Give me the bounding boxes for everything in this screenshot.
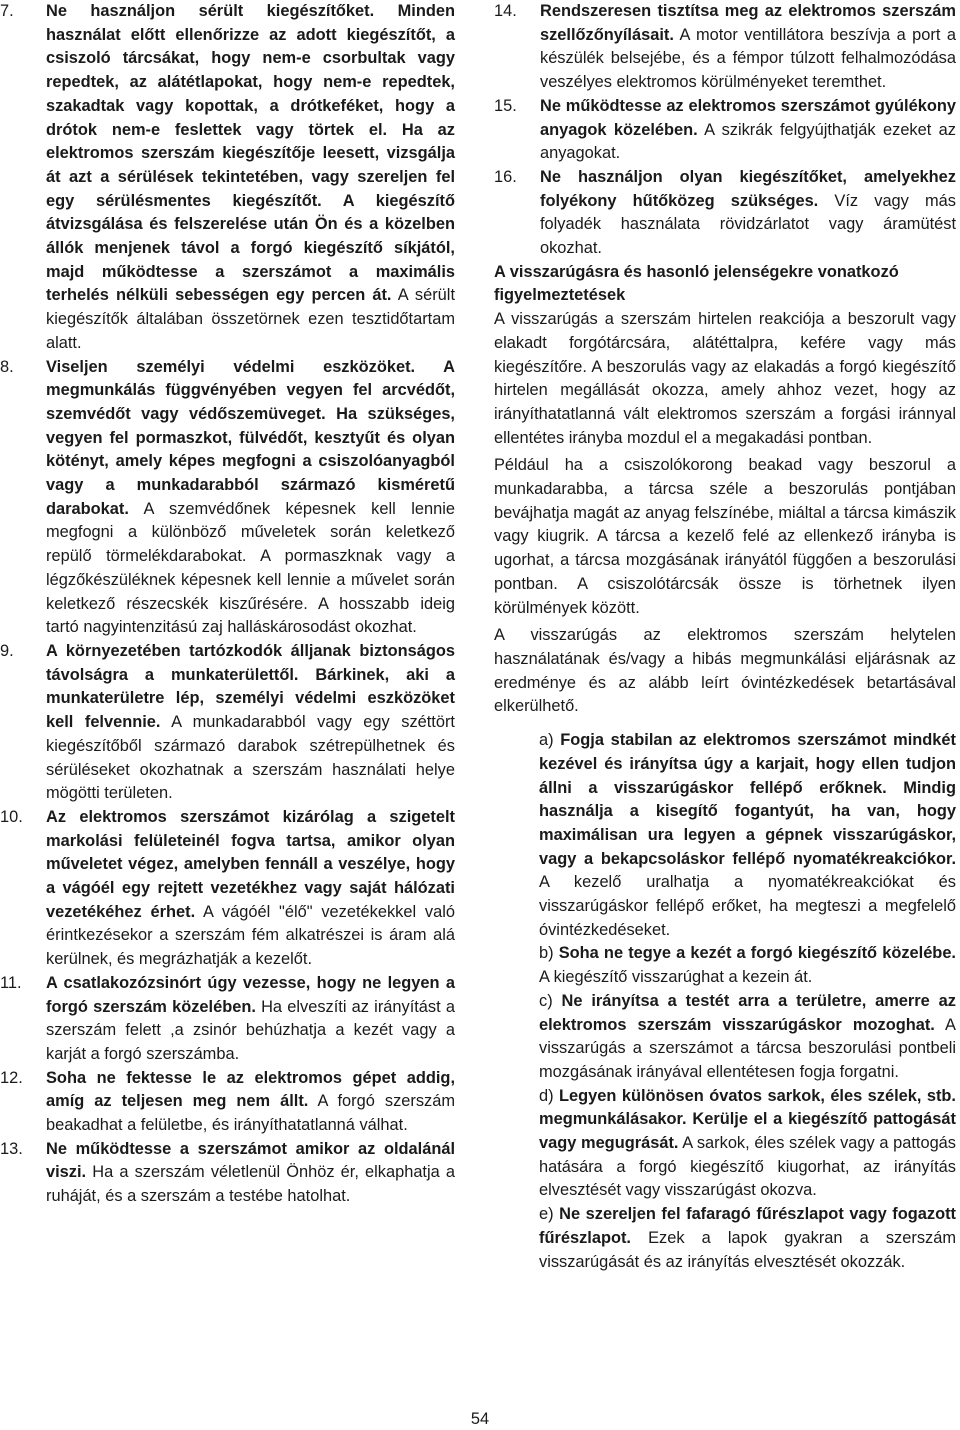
- item-bold-text: Ne működtesse a szerszámot amikor az oldalánál viszi.: [46, 1139, 455, 1182]
- item-text: A szemvédőnek képesnek kell lennie megfogni a különböző műveletek során keletkező repülő törmelékdarabokat. A pormaszknak vagy a légzőkészüléknek képesnek kell lennie a művelet során keletkező részecskék kiszűrésére. A hosszabb ideig tartó nagyintenzitású zaj halláskárosodást okozhat.: [46, 499, 455, 637]
- kickback-subitem-b: [494, 942, 956, 989]
- subitem-bold-text: Soha ne tegye a kezét a forgó kiegészítő közelébe.: [558, 944, 956, 963]
- subitem-text: A kiegészítő visszarúghat a kezein át.: [539, 968, 813, 987]
- list-item-8: [0, 356, 455, 640]
- subitem-label: c): [539, 991, 562, 1010]
- item-bold-text: Rendszeresen tisztítsa meg az elektromos szerszám szellőzőnyílásait.: [540, 2, 956, 44]
- item-number: 11.: [0, 973, 22, 992]
- list-item-15: [494, 95, 956, 166]
- list-item-12: [0, 1067, 455, 1138]
- subitem-label: b): [539, 944, 559, 963]
- page-number: 54: [470, 1410, 490, 1428]
- item-text: A szikrák felgyújthatják ezeket az anyagokat.: [540, 120, 956, 163]
- item-text: A munkadarabból vagy egy széttört kiegészítőből származó darabok szétrepülhetnek és sérüléseket okozhatnak a szerszám használati helye mögötti területen.: [46, 713, 455, 803]
- subitem-text: A sarkok, éles szélek vagy a pattogás hatására a forgó kiegészítő kiugorhat, az irányítás elvesztését vagy visszarúgást okozva.: [539, 1134, 956, 1200]
- item-bold-text: Ne használjon olyan kiegészítőket, amelyekhez folyékony hűtőközeg szükséges.: [540, 167, 956, 210]
- subitem-label: e): [539, 1205, 560, 1224]
- item-text: A motor ventillátora beszívja a port a készülék belsejébe, és a fémpor túlzott felhalmozódása veszélyes elektromos körülményeket teremthet.: [540, 25, 956, 92]
- kickback-subitem-d: [494, 1085, 956, 1204]
- item-number: 12.: [0, 1068, 23, 1087]
- list-item-16: [494, 166, 956, 261]
- item-bold-text: Az elektromos szerszámot kizárólag a szigetelt markolási felületeinél fogva tartsa, amikor olyan műveletet végez, amelyben fennáll a veszélye, hogy a vágóél egy rejtett vezetékhez vagy saját hálózati vezetékéhez érhet.: [46, 807, 455, 921]
- list-item-9: [0, 640, 455, 806]
- item-bold-text: Soha ne fektesse le az elektromos gépet addig, amíg az teljesen meg nem állt.: [46, 1068, 455, 1111]
- item-number: 8.: [0, 357, 14, 376]
- item-number: 13.: [0, 1139, 23, 1158]
- item-bold-text: Ne működtesse az elektromos szerszámot gyúlékony anyagok közelében.: [540, 96, 956, 139]
- item-text: A sérült kiegészítők általában összetörnek ezen tesztidőtartam alatt.: [46, 286, 455, 352]
- item-text: Ha a szerszám véletlenül Önhöz ér, elkaphatja a ruháját, és a szerszám a testébe hatolhat.: [46, 1163, 455, 1206]
- kickback-paragraph: Például ha a csiszolókorong beakad vagy beszorul a munkadarabba, a tárcsa széle a beszorulás pontjában bevájhatja magát az anyag felszínébe, miáltal a tárcsa kimászik vagy kiugrik. A tárcsa a kezelő felé az ellenkező irányba is ugorhat, a tárcsa mozgásának irányától függően a beszorulási pontban. A csiszolótárcsák össze is törhetnek ilyen körülmények között.: [494, 456, 956, 617]
- item-text: A vágóél "élő" vezetékekkel való érintkezésekor a szerszám fém alkatrészei is áram alá kerülnek, és megrázhatják a kezelőt.: [46, 902, 456, 969]
- kickback-paragraph: A visszarúgás az elektromos szerszám helytelen használatának és/vagy a hibás megmunkálási eljárásnak az eredménye és az alább leírt óvintézkedések betartásával elkerülhető.: [494, 626, 956, 716]
- item-bold-text: Viseljen személyi védelmi eszközöket. A megmunkálás függvényében vegyen fel arcvédőt, szemvédőt vagy védőszemüveget. Ha szükséges, vegyen fel pormaszkot, fülvédőt, kesztyűt és olyan kötényt, amely képes megfogni a csiszolóanyagból vagy a munkadarabból származó kisméretű darabokat.: [46, 357, 455, 518]
- list-item-10: [0, 806, 455, 972]
- subitem-text: A visszarúgás a szerszámot a tárcsa beszorulási pontbeli mozgásának irányával ellentétesen fogja forgatni.: [539, 1015, 956, 1081]
- item-number: 14.: [494, 2, 517, 20]
- left-column: [0, 0, 455, 1209]
- kickback-subitem-e: [494, 1203, 956, 1274]
- item-text: Víz vagy más folyadék használata rövidzárlatot vagy áramütést okozhat.: [540, 191, 956, 258]
- subitem-bold-text: Fogja stabilan az elektromos szerszámot mindkét kezével és irányítsa úgy a karjait, hogy ellen tudjon állni a visszarúgáskor fellépő erőknek. Mindig használja a kisegítő fogantyút, ha van, hogy maximálisan ura legyen a gépnek visszarúgáskor, vagy a bekapcsoláskor fellépő nyomatékreakciókor.: [539, 731, 956, 868]
- subitem-bold-text: Ne szereljen fel fafaragó fűrészlapot vagy fogazott fűrészlapot.: [539, 1205, 956, 1247]
- item-number: 7.: [0, 2, 14, 20]
- right-column: [494, 0, 956, 1274]
- item-bold-text: A csatlakozózsinórt úgy vezesse, hogy ne legyen a forgó szerszám közelében.: [46, 973, 455, 1016]
- list-item-11: [0, 972, 455, 1067]
- list-item-13: [0, 1138, 455, 1209]
- kickback-heading: A visszarúgásra és hasonló jelenségekre vonatkozó figyelmeztetések: [494, 262, 899, 305]
- subitem-label: a): [539, 731, 561, 750]
- list-item-14: [494, 0, 956, 95]
- item-bold-text: A környezetében tartózkodók álljanak biztonságos távolságra a munkaterülettől. Bárkinek, aki a munkaterületre lép, személyi védelmi eszközöket kell felvennie.: [46, 641, 455, 732]
- item-text: Ha elveszíti az irányítást a szerszám felett ,a zsinór behúzhatja a kezét vagy a karját a forgó szerszámba.: [46, 997, 455, 1063]
- item-number: 15.: [494, 96, 517, 115]
- subitem-text: A kezelő uralhatja a nyomatékreakciókat és visszarúgáskor fellépő erőket, ha megteszi a megfelelő óvintézkedéseket.: [539, 873, 956, 939]
- kickback-paragraph: A visszarúgás a szerszám hirtelen reakciója a beszorult vagy elakadt forgótárcsára, alátéttalpra, kefére vagy más kiegészítőre. A beszorulás vagy az elakadás a forgó kiegészítő hirtelen megállását okozza, amely ahhoz vezet, hogy az irányíthatatlanná vált elektromos szerszám a forgási iránnyal ellentétes irányba mozdul el a megakadási pontban.: [494, 310, 956, 447]
- list-item-7: [0, 0, 455, 356]
- item-number: 16.: [494, 167, 517, 186]
- kickback-subitem-a: [494, 729, 956, 942]
- item-text: A forgó szerszám beakadhat a felületbe, és irányíthatatlanná válhat.: [46, 1092, 456, 1135]
- item-bold-text: Ne használjon sérült kiegészítőket. Minden használat előtt ellenőrizze az adott kiegészítőt, a csiszoló tárcsákat, hogy nem-e csorbultak vagy repedtek, az alátétlapokat, hogy nem-e repedtek, szakadtak vagy kopottak, a drótkeféket, hogy a drótok nem-e feslettek vagy törtek el. Ha az elektromos szerszám kiegészítője leesett, vizsgálja át azt a sérülések tekintetében, vagy szereljen fel egy sérülésmentes kiegészítőt. A kiegészítő átvizsgálása és felszerelése után Ön és a közelben állók menjenek távol a forgó kiegészítő síkjától, majd működtesse a szerszámot a maximális terhelés nélküli sebességen egy percen át.: [46, 2, 455, 305]
- subitem-bold-text: Ne irányítsa a testét arra a területre, amerre az elektromos szerszám visszarúgáskor mozoghat.: [539, 991, 956, 1034]
- item-number: 9.: [0, 641, 14, 660]
- item-number: 10.: [0, 807, 23, 826]
- kickback-subitem-c: [494, 990, 956, 1085]
- subitem-label: d): [539, 1086, 560, 1105]
- subitem-text: Ezek a lapok gyakran a szerszám visszarúgását és az irányítás elvesztését okozzák.: [539, 1228, 956, 1271]
- subitem-bold-text: Legyen különösen óvatos sarkok, éles szélek, stb. megmunkálásakor. Kerülje el a kiegészítő pattogását vagy megugrását.: [539, 1086, 956, 1153]
